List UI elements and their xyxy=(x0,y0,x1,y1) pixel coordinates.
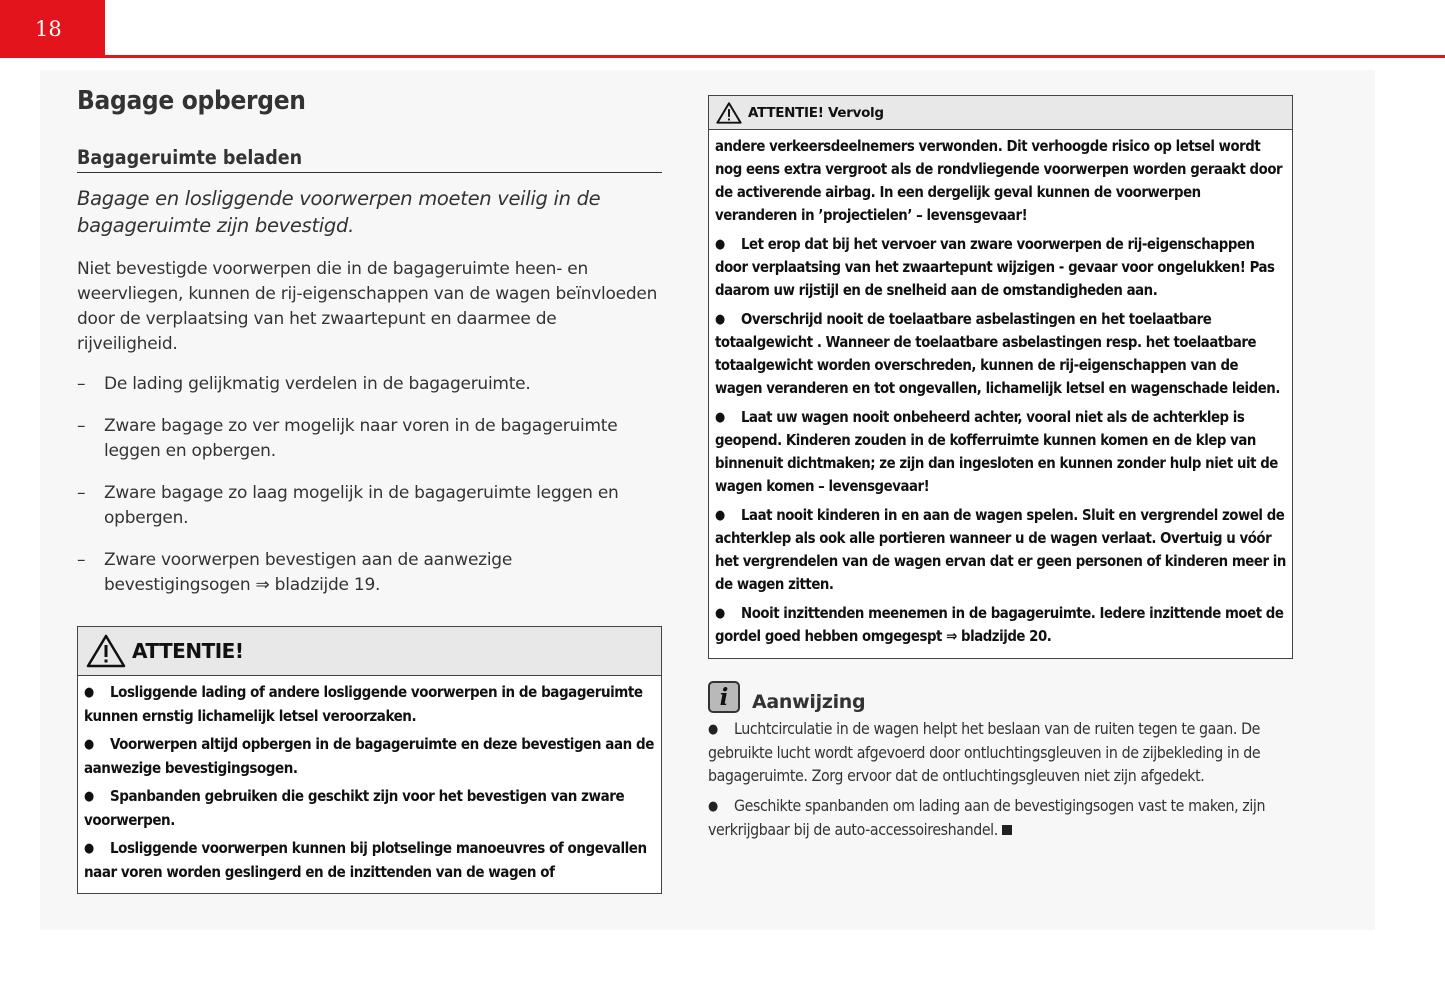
page-number: 18 xyxy=(0,0,105,58)
warning-item xyxy=(715,504,1286,596)
warning-item-text: Nooit inzittenden meenemen in de bagageruimte. Iedere inzittende moet de gordel goed hebben omgegespt ⇒ bladzijde 20. xyxy=(715,605,1284,645)
dash-marker: – xyxy=(77,483,86,503)
warning-item xyxy=(715,406,1286,498)
page-title: Bagage opbergen xyxy=(77,86,306,116)
warning-item xyxy=(715,233,1286,302)
page-header xyxy=(0,0,1445,58)
warning-header xyxy=(709,96,1292,130)
warning-continuation: andere verkeersdeelnemers verwonden. Dit verhoogde risico op letsel wordt nog eens extra vergroot als de rondvliegende voorwerpen worden geraakt door de activerende airbag. In een dergelijk geval kunnen de voorwerpen veranderen in ’projectielen’ – levensgevaar! xyxy=(715,138,1283,224)
warning-triangle-icon xyxy=(86,634,126,668)
note-item xyxy=(708,717,1293,787)
dash-marker: – xyxy=(77,550,86,570)
end-of-section-icon xyxy=(1002,825,1012,835)
bullet: ● xyxy=(84,789,94,804)
left-column xyxy=(77,86,662,894)
warning-triangle-icon xyxy=(716,102,742,124)
instruction-list xyxy=(77,372,662,598)
info-glyph: i xyxy=(719,684,729,711)
bullet: ● xyxy=(715,508,725,523)
bullet: ● xyxy=(715,410,725,425)
bullet: ● xyxy=(715,312,725,327)
list-item xyxy=(77,481,662,531)
warning-item-text: Losliggende lading of andere losliggende voorwerpen in de bagageruimte kunnen ernstig lichamelijk letsel veroorzaken. xyxy=(84,683,643,725)
note-item xyxy=(708,794,1293,841)
list-item xyxy=(77,548,662,598)
warning-item xyxy=(84,785,655,831)
warning-body xyxy=(709,130,1292,658)
warning-item xyxy=(84,681,655,727)
list-item-text: Zware bagage zo laag mogelijk in de bagageruimte leggen en opbergen. xyxy=(104,483,619,528)
dash-marker: – xyxy=(77,374,86,394)
warning-item-text: Laat nooit kinderen in en aan de wagen spelen. Sluit en vergrendel zowel de achterklep als ook alle portieren wanneer u de wagen verlaat. Overtuig u vóór het vergrendelen van de wagen ervan dat er geen personen of kinderen meer in de wagen zitten. xyxy=(715,507,1286,593)
warning-item xyxy=(84,837,655,883)
warning-item-text: Voorwerpen altijd opbergen in de bagageruimte en deze bevestigen aan de aanwezige bevestigingsogen. xyxy=(84,735,654,777)
list-item-text: De lading gelijkmatig verdelen in de bagageruimte. xyxy=(104,374,531,394)
warning-item xyxy=(715,308,1286,400)
list-item xyxy=(77,414,662,464)
note-title: Aanwijzing xyxy=(752,691,866,713)
warning-item-text: Overschrijd nooit de toelaatbare asbelastingen en het toelaatbare totaalgewicht . Wanneer de toelaatbare asbelastingen resp. het toelaatbare totaalgewicht worden overschreden, kunnen de rij-eigenschappen van de wagen veranderen en tot ongevallen, lichamelijk letsel en wagenschade leiden. xyxy=(715,311,1280,397)
list-item-text: Zware voorwerpen bevestigen aan de aanwezige bevestigingsogen ⇒ bladzijde 19. xyxy=(104,550,513,595)
list-item-text: Zware bagage zo ver mogelijk naar voren in de bagageruimte leggen en opbergen. xyxy=(104,416,618,461)
warning-item xyxy=(715,602,1286,648)
bullet: ● xyxy=(84,685,94,700)
right-column xyxy=(708,95,1293,848)
note-item-text: Luchtcirculatie in de wagen helpt het beslaan van de ruiten tegen te gaan. De gebruikte lucht wordt afgevoerd door ontluchtingsgleuven in de zijbekleding in de bagageruimte. Zorg ervoor dat de ontluchtingsgleuven niet zijn afgedekt. xyxy=(708,719,1261,785)
warning-item-text: Spanbanden gebruiken die geschikt zijn voor het bevestigen van zware voorwerpen. xyxy=(84,787,625,829)
warning-title: ATTENTIE! Vervolg xyxy=(748,104,884,121)
bullet: ● xyxy=(708,799,718,814)
list-item xyxy=(77,372,662,397)
body-paragraph: Niet bevestigde voorwerpen die in de bagageruimte heen- en weervliegen, kunnen de rij-eigenschappen van de wagen beïnvloeden door de verplaatsing van het zwaartepunt en daarmee de rijveiligheid. xyxy=(77,259,658,354)
warning-item-text: Let erop dat bij het vervoer van zware voorwerpen de rij-eigenschappen door verplaatsing van het zwaartepunt wijzigen - gevaar voor ongelukken! Pas daarom uw rijstijl en de snelheid aan de omstandigheden aan. xyxy=(715,236,1275,299)
intro-text: Bagage en losliggende voorwerpen moeten veilig in de bagageruimte zijn bevestigd. xyxy=(77,187,601,237)
warning-box xyxy=(77,626,662,894)
warning-header xyxy=(78,627,661,676)
dash-marker: – xyxy=(77,416,86,436)
bullet: ● xyxy=(708,722,718,737)
warning-item xyxy=(84,733,655,779)
bullet: ● xyxy=(84,737,94,752)
note-header xyxy=(708,681,1293,713)
bullet: ● xyxy=(715,237,725,252)
warning-title: ATTENTIE! xyxy=(132,639,244,663)
warning-body xyxy=(78,676,661,893)
info-icon xyxy=(708,681,740,713)
section-subtitle: Bagageruimte beladen xyxy=(77,146,662,173)
note-item-text: Geschikte spanbanden om lading aan de bevestigingsogen vast te maken, zijn verkrijgbaar bij de auto-accessoireshandel. xyxy=(708,796,1266,839)
warning-item-text: Laat uw wagen nooit onbeheerd achter, vooral niet als de achterklep is geopend. Kinderen zouden in de kofferruimte kunnen komen en de klep van binnenuit dichtmaken; ze zijn dan ingesloten en kunnen zonder hulp niet uit de wagen komen – levensgevaar! xyxy=(715,409,1278,495)
bullet: ● xyxy=(715,606,725,621)
header-rule xyxy=(105,55,1445,58)
warning-continued-box xyxy=(708,95,1293,659)
bullet: ● xyxy=(84,841,94,856)
warning-item-text: Losliggende voorwerpen kunnen bij plotselinge manoeuvres of ongevallen naar voren worden geslingerd en de inzittenden van de wagen of xyxy=(84,839,647,881)
